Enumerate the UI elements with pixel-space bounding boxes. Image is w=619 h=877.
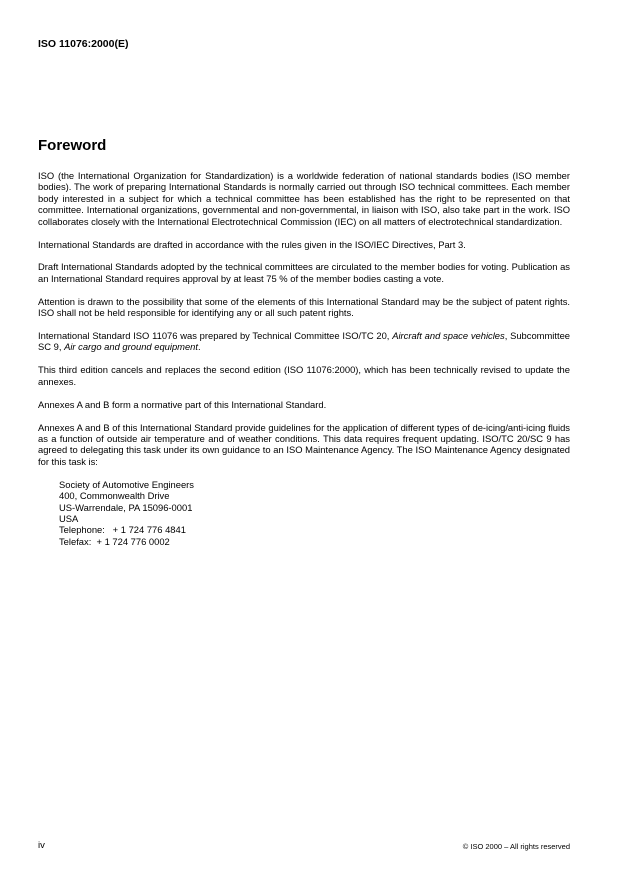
address-line: USA [59,512,79,524]
page-number: iv [38,840,45,851]
committee-text-c: , Subcommittee SC 9, [38,330,570,353]
page-title: Foreword [38,137,107,154]
paragraph-committee [38,330,570,353]
telephone-line: Telephone: + 1 724 776 4841 [59,524,186,536]
document-id: ISO 11076:2000(E) [38,38,129,50]
paragraph-edition: This third edition cancels and replaces the second edition (ISO 11076:2000), which has been technically revised to update the annexes. [38,364,570,387]
address-block [59,479,570,547]
paragraph-patent: Attention is drawn to the possibility that some of the elements of this International Standard may be the subject of patent rights. ISO shall not be held responsible for identifying any or all such patent rights. [38,295,570,319]
foreword-body [38,170,570,547]
paragraph-annexes: Annexes A and B form a normative part of this International Standard. [38,398,327,410]
telefax-line: Telefax: + 1 724 776 0002 [59,535,170,547]
committee-text-e: . [198,341,201,353]
paragraph-voting: Draft International Standards adopted by the technical committees are circulated to the member bodies for voting. Publication as an International Standard requires approval by at least 75 % of the member bodies casting a vote. [38,261,570,284]
paragraph-directives: International Standards are drafted in accordance with the rules given in the ISO/IEC Directives, Part 3. [38,238,466,250]
address-line: US-Warrendale, PA 15096-0001 [59,501,193,513]
committee-text-a: International Standard ISO 11076 was prepared by Technical Committee ISO/TC 20, [38,330,393,342]
address-line: Society of Automotive Engineers [59,478,194,490]
subcommittee-name: Air cargo and ground equipment [64,341,199,353]
paragraph-maintenance: Annexes A and B of this International Standard provide guidelines for the application of different types of de-icing/anti-icing fluids as a function of outside air temperature and of weather conditions. This data requires frequent updating. ISO/TC 20/SC 9 has agreed to delegating this task under its own guidance to an ISO Maintenance Agency. The ISO Maintenance Agency designated for this task is: [38,421,570,467]
address-line: 400, Commonwealth Drive [59,490,170,502]
paragraph-iso-intro: ISO (the International Organization for Standardization) is a worldwide federation of national standards bodies (ISO member bodies). The work of preparing International Standards is normally carried out through ISO technical committees. Each member body interested in a subject for which a technical committee has been established has the right to be represented on that committee. International organizations, governmental and non-governmental, in liaison with ISO, also take part in the work. ISO collaborates closely with the International Electrotechnical Commission (IEC) on all matters of electrotechnical standardization. [38,170,570,227]
committee-name: Aircraft and space vehicles [392,330,505,342]
copyright-notice: © ISO 2000 – All rights reserved [462,842,570,851]
